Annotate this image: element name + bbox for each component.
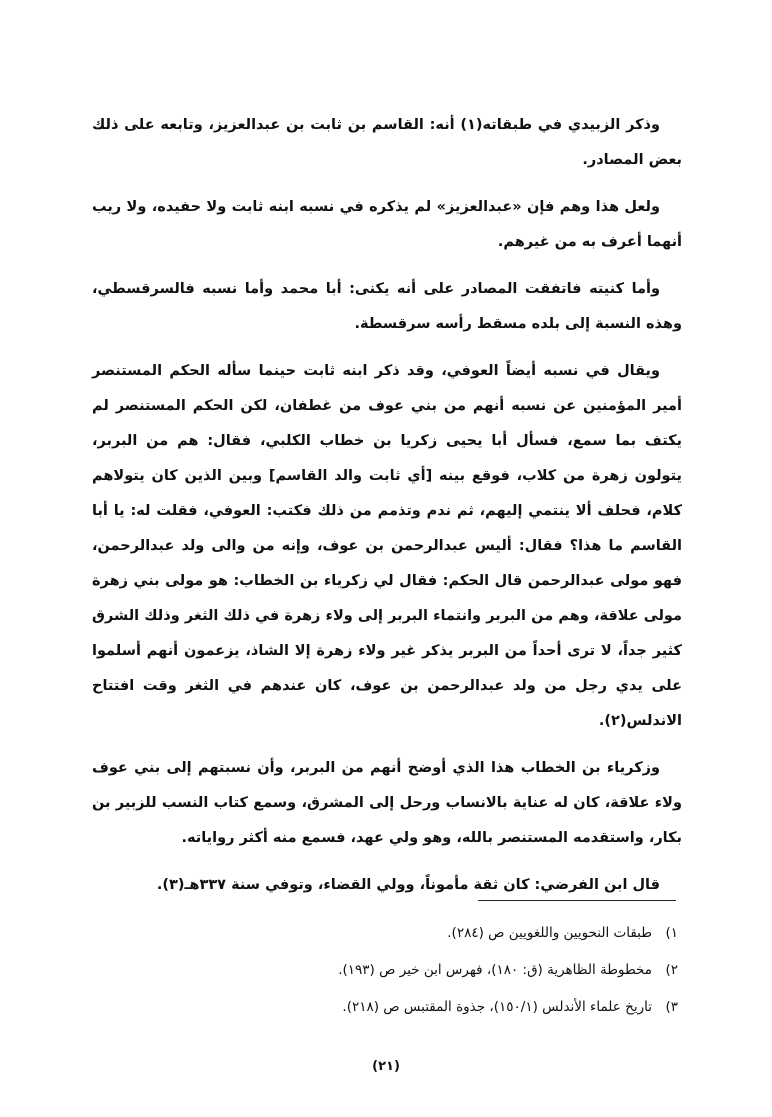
paragraph-3: وأما كنيته فاتفقت المصادر على أنه يكنى: أبا محمد وأما نسبه فالسرقسطي، وهذه النسبة إلى بلده مسقط رأسه سرقسطة.: [92, 281, 682, 332]
footnote-separator: [478, 900, 676, 901]
paragraph-1: وذكر الزبيدي في طبقاته(١) أنه: القاسم بن ثابت بن عبدالعزيز، وتابعه على ذلك بعض المصادر.: [92, 117, 682, 168]
paragraph-5: وزكرياء بن الخطاب هذا الذي أوضح أنهم من البربر، وأن نسبتهم إلى بني عوف ولاء علاقة، كان له عناية بالانساب ورحل إلى المشرق، وسمع كتاب النسب للزبير بن بكار، واستقدمه المستنصر بالله، وهو ولي عهد، فسمع منه أكثر رواياته.: [92, 760, 682, 846]
main-text: [92, 108, 682, 915]
paragraph-4: ويقال في نسبه أيضاً العوفي، وقد ذكر ابنه ثابت حينما سأله الحكم المستنصر أمير المؤمنين عن نسبه أنهم من بني عوف من غطفان، لكن الحكم المستنصر لم يكتف بما سمع، فسأل أبا يحيى زكريا بن خطاب الكلبي، فقال: هم من البربر، يتولون زهرة من كلاب، فوقع بينه [أي ثابت والد القاسم] وبين الذين كان يتولاهم كلام، فحلف ألا ينتمي إليهم، ثم ندم وتذمم من ذلك فكتب: العوفي، فقلت له: يا أبا القاسم ما هذا؟ فقال: أليس عبدالرحمن بن عوف، وإنه من والى ولد عبدالرحمن، فهو مولى عبدالرحمن قال الحكم: فقال لي زكرياء بن الخطاب: هو مولى بني زهرة مولى علاقة، وهم من البربر وانتماء البربر إلى ولاء زهرة في ذلك الثغر وذلك الشرق كثير جداً، لا ترى أحداً من البربر يذكر غير ولاء زهرة إلا الشاذ، يزعمون أنهم أسلموا على يدي رجل من ولد عبدالرحمن بن عوف، كان عندهم في الثغر وقت افتتاح الاندلس(٢).: [92, 363, 682, 729]
footnote-item: [140, 915, 678, 952]
footnote-number: ٢): [665, 962, 678, 978]
page-number: (٢١): [372, 1059, 400, 1074]
footnote-item: [140, 952, 678, 989]
footnote-number: ١): [665, 925, 678, 941]
paragraph-6: قال ابن الفرضي: كان ثقة مأموناً، وولي القضاء، وتوفي سنة ٣٣٧هـ(٣).: [156, 877, 660, 893]
footnote-item: [140, 989, 678, 1026]
footnote-text: طبقات النحويين واللغويين ص (٢٨٤).: [447, 925, 652, 941]
paragraph-2: ولعل هذا وهم فإن «عبدالعزيز» لم يذكره في نسبه ابنه ثابت ولا حفيده، ولا ريب أنهما أعرف به من غيرهم.: [92, 199, 682, 250]
footnote-number: ٣): [665, 999, 678, 1015]
footnotes: [140, 915, 678, 1026]
footnote-text: مخطوطة الظاهرية (ق: ١٨٠)، فهرس ابن خير ص (١٩٣).: [338, 962, 652, 978]
footnote-text: تاريخ علماء الأندلس (١٥٠/١)، جذوة المقتبس ص (٢١٨).: [342, 999, 652, 1015]
